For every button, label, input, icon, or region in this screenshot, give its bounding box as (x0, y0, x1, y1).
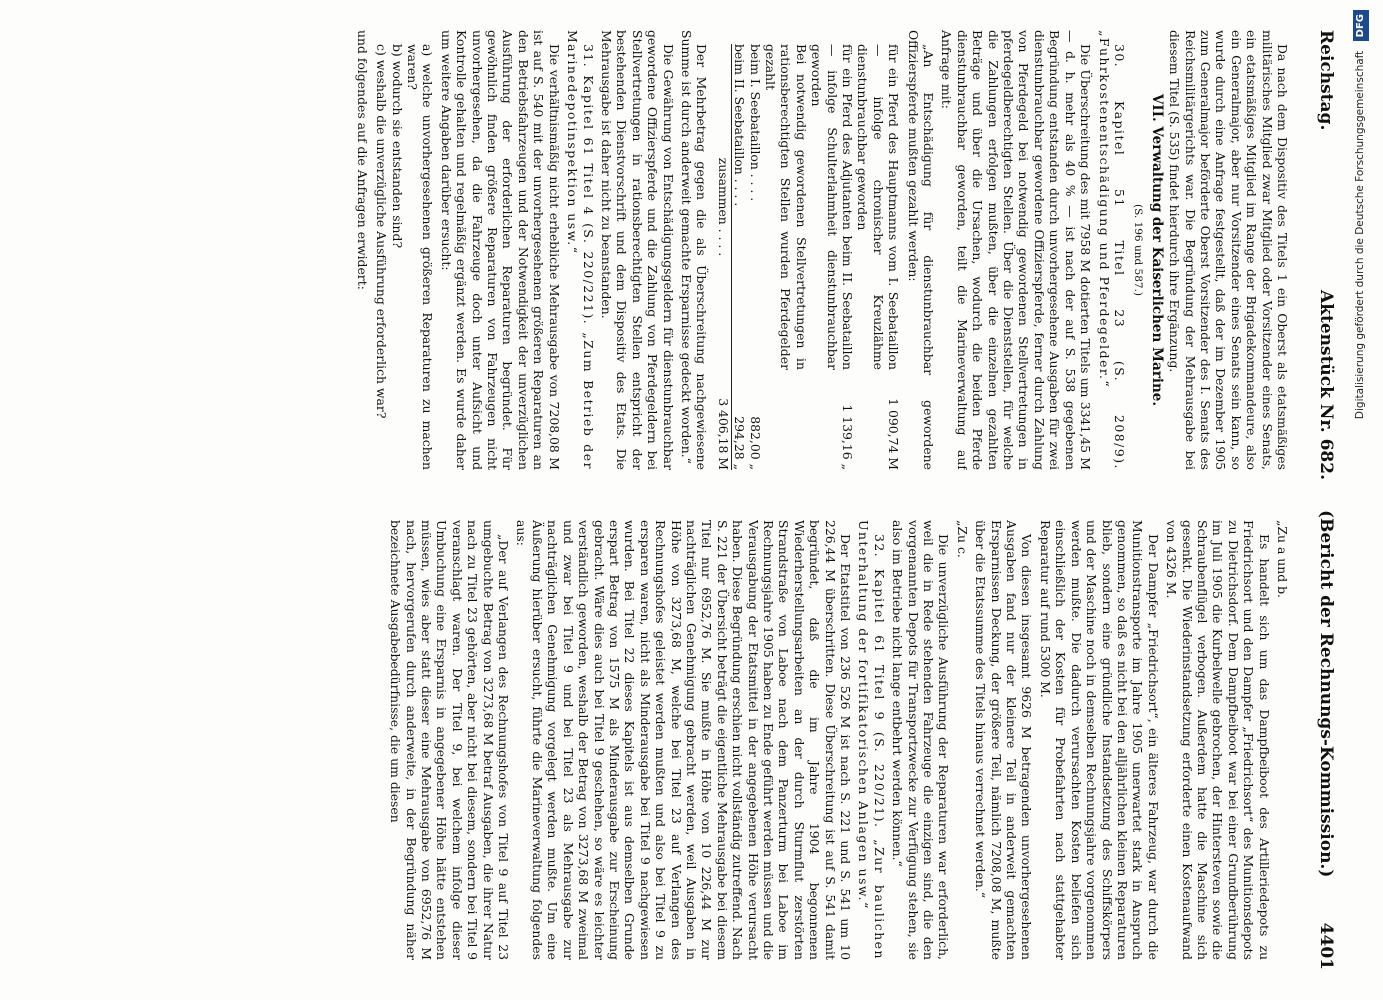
quote-paragraph: „Der auf Verlangen des Rechnungshofes von Titel 9 auf Titel 23 umgebuchte Betrag von 3273,68 M betraf Ausgaben, die ihrer Natur nach zu Titel 23 gehörten, aber nicht bei diesem, sondern bei Titel 9 veranschlagt waren. Der Titel 9, bei welchem infolge dieser Umbuchung eine Ersparnis in angegebener Höhe hätte entstehen müssen, wies aber statt dieser eine Mehrausgabe von 6952,76 M nach, hervorgerufen durch anderweite, in der Begründung näher bezeichnete Ausgabebedürfnisse, die um diesen (388, 520, 512, 960)
header-report-title: (Bericht der Rechnungs-Kommission.) (1316, 510, 1336, 878)
paragraph: Die verhältnismäßig nicht erhebliche Mehrausgabe von 7208,08 M ist auf S. 540 mit der unvorhergesehenen größeren Reparaturen an den Betriebsfahrzeugen und der Notwendigkeit der unverzüglichen Ausführung der erforderlichen Reparaturen begründet. Für gewöhnlich finden größere Reparaturen von Fahrzeugen nicht unvorhergesehen, da die Fahrzeuge doch unter Aufsicht und Kontrolle gehalten und regelmäßig ergänzt werden. Es wurde daher um weitere Angaben darüber ersucht: (438, 30, 562, 470)
header-left: Reichstag. (1316, 30, 1336, 131)
page-header (1306, 30, 1346, 970)
row-amount: 1 090,74 M (886, 398, 902, 470)
row-label: für ein Pferd des Hauptmanns vom I. Seebataillon — infolge chronischer Kreuzlähme dienstunbrauchbar geworden (855, 44, 902, 370)
row-label: Bei notwendig gewordenen Stellvertretungen in rationsberechtigten Stellen wurden Pferdegelder gezahlt (763, 44, 809, 370)
paragraph: Der Etatstitel von 236 526 M ist nach S. 221 und S. 541 um 10 226,44 M überschritten. Diese Überschreitung ist auf S. 541 damit begründet, daß die im Jahre 1904 begonnenen Wiederherstellungsarbeiten an der durch Sturmflut zerstörten Strandstraße von Laboe nach dem Panzerturm bei Laboe im Rechnungsjahre 1905 haben zu Ende geführt werden müssen und die Verausgabung der Etatsmittel in der angegebenen Höhe verursacht haben. Diese Begründung erschien nicht vollständig zutreffend. Nach S. 221 der Übersicht beträgt die eigentliche Mehrausgabe bei diesem Titel nur 6952,76 M. Sie mußte in Höhe von 10 226,44 M zur nachträglichen Genehmigung gebracht werden, weil Ausgaben in Höhe von 3273,68 M, welche bei Titel 23 auf Verlangen des Rechnungshofes geleistet werden mußten und also bei Titel 9 zu ersparen waren, nicht als Minderausgabe bei Titel 9 nachgewiesen wurden. Bei Titel 22 dieses Kapitels ist aus demselben Grunde erspart Betrag von 1575 M als Minderausgabe zur Erscheinung gebracht. Wäre dies auch bei Titel 9 geschehen, so wäre es leichter verständlich geworden, weshalb der Betrag von 3273,68 M zweimal und zwar bei Titel 9 und bei Titel 23 als Mehrausgabe zur nachträglichen Genehmigung vorgelegt werden mußte. Um eine Äußerung hierüber ersucht, führte die Marineverwaltung folgendes aus: (514, 520, 854, 960)
section-reference: (S. 196 und 587.) (1132, 203, 1145, 297)
quote-paragraph: „An Entschädigung für dienstunbrauchbar gewordene Offizierspferde mußten gezahlt werden: (905, 30, 937, 470)
item-30-heading: 30. Kapitel 51 Titel 23 (S. 208/9). „Fuhrkostenentschädigung und Pferdegelder.“ (1096, 30, 1127, 470)
right-column (50, 520, 1290, 960)
question-list (374, 44, 436, 470)
row-amount: 882,00 „ (747, 416, 763, 470)
item-32-heading: 32. Kapitel 61 Titel 9 (S. 220/21). „Zur baulichen Unterhaltung der fortifikatorischen Anlagen usw.“ (856, 520, 887, 960)
list-item: b) wodurch sie entstanden sind? (389, 44, 405, 249)
row-label: zusammen . . . . (715, 157, 731, 257)
paragraph: Die Überschreitung des mit 7958 M dotierten Titels um 3341,45 M — d. h. mehr als 40 % — ist nach der auf S. 538 gegebenen Begründung entstanden durch unvorhergesehene Ausgaben für zwei dienstunbrauchbar gewordene Offizierspferde, ferner durch Zahlung von Pferdegeld bei notwendig gewordenen Stellvertretungen in pferdegeldberechtigten Stellen. Über die Dienststellen, für welche die Zahlungen erfolgen mußten, über die einzelnen gezahlten Beträge und über die Ursachen, wodurch die beiden Pferde dienstunbrauchbar geworden, teilt die Marineverwaltung auf Anfrage mit: (939, 30, 1094, 470)
list-item: c) weshalb die unverzügliche Ausführung erforderlich war? (374, 44, 390, 419)
left-column (50, 30, 1290, 470)
page-number: 4401 (1316, 922, 1336, 970)
paragraph: Die unverzügliche Ausführung der Reparaturen war erforderlich, weil die in Rede stehenden Fahrzeuge die einzigen sind, die den vorgenannten Depots für Transportzwecke zur Verfügung stehen, sie also im Betriebe nicht lange entbehrt werden können.“ (890, 520, 952, 960)
paragraph: Die Gewährung von Entschädigungsgeldern für dienstunbrauchbar gewordene Offizierspferde und die Zahlung von Pferdegeldern bei Stellvertretungen in rationsberechtigten Stellen entspricht der bestehenden Dienstvorschrift und dem Dispositiv des Etats. Die Mehrausgabe ist daher nicht zu beanstanden. (598, 30, 676, 470)
row-amount (763, 378, 809, 470)
row-label: beim II. Seebataillon . . . . (732, 44, 748, 207)
paragraph: Von diesen insgesamt 9626 M betragenden unvorhergesehenen Ausgaben fand nur der kleinere Teil in anderweit gemachten Ersparnissen Deckung, der größere Teil, nämlich 7208,08 M, mußte über die Etatssumme des Titels hinaus verrechnet werden.“ (973, 520, 1035, 960)
subheading: „Zu a und b. (1275, 520, 1290, 598)
row-label: für ein Pferd des Adjutanten beim II. Seebataillon — infolge Schulterlahmheit dienstunbrauchbar geworden (809, 44, 856, 370)
rotated-page-content (30, 20, 1350, 980)
paragraph: Es handelt sich um das Dampfbeiboot des Artilleriedepots zu Friedrichsort und den Dampfer „Friedrichsort“ des Munitionsdepots zu Dietrichsdorf. Dem Dampfbeiboot war bei einer Grundberührung im Juli 1905 die Kurbelwelle gebrochen, der Hintersteven sowie die Schraubenflügel verbogen. Außerdem hatte die Maschine sich gesenkt. Die Wiederinstandsetzung erforderte einen Kostenaufwand von 4326 M. (1164, 520, 1272, 960)
paragraph: Der Dampfer „Friedrichsort“, ein älteres Fahrzeug, war durch die Munitionstransporte im Jahre 1905 unerwartet stark in Anspruch genommen, so daß es nicht bei den alljährlichen kleinen Reparaturen blieb, sondern eine gründliche Instandsetzung des Schiffskörpers und der Maschine noch in demselben Rechnungsjahre vorgenommen werden mußte. Die dadurch verursachten Kosten beliefen sich einschließlich der Kosten für Probefahrten nach stattgehabter Reparatur auf rund 5300 M. (1037, 520, 1161, 960)
row-amount: 294,28 „ (732, 416, 748, 470)
table-total-row (715, 44, 731, 470)
header-document-number: Aktenstück Nr. 682. (1316, 290, 1336, 481)
table-row (809, 44, 855, 470)
item-31-heading: 31. Kapitel 61 Titel 4 (S. 220/221). „Zum Betrieb der Marinedepotinspektion usw.“ (565, 30, 596, 470)
paragraph: Der Mehrbetrag gegen die als Überschreitung nachgewiesene Summe ist durch anderweit gemachte Ersparnisse gedeckt worden.“ (678, 30, 710, 470)
payment-table (715, 44, 901, 470)
list-item: a) welche unvorhergesehenen größeren Reparaturen zu machen waren? (405, 44, 436, 470)
section-heading: VII. Verwaltung der Kaiserlichen Marine. (1148, 93, 1165, 407)
table-row (732, 44, 747, 470)
paragraph: und folgendes auf die Anfragen erwidert: (354, 30, 370, 290)
table-row (855, 44, 901, 470)
dfg-logo: DFG (1353, 10, 1369, 41)
row-amount: 3 406,18 M (715, 398, 731, 470)
table-row (747, 44, 762, 470)
credit-text: Digitalisierung gefördert durch die Deutsche Forschungsgemeinschaft (1354, 50, 1366, 420)
table-row (763, 44, 809, 470)
subheading: „Zu c. (954, 520, 970, 558)
paragraph: Da nach dem Dispositiv des Titels 1 ein Oberst als etatsmäßiges militärisches Mitglied zwar Mitglied oder Vorsitzender eines Senats, ein etatsmäßiges Mitglied im Range der Brigadekommandeure, also ein Generalmajor, aber nur Vorsitzender eines Senats sein kann, so wurde durch eine Anfrage festgestellt, daß der im Dezember 1905 zum Generalmajor beförderte Oberst Vorsitzender des I. Senats des Reichsmilitärgerichts war. Die Begründung der Mehrausgabe bei diesem Titel (S. 535) findet hierdurch ihre Ergänzung. (1167, 30, 1290, 470)
row-amount: 1 139,16 „ (840, 404, 856, 470)
digitization-credit (1348, 10, 1372, 990)
row-label: beim I. Seebataillon . . . . (747, 44, 763, 202)
